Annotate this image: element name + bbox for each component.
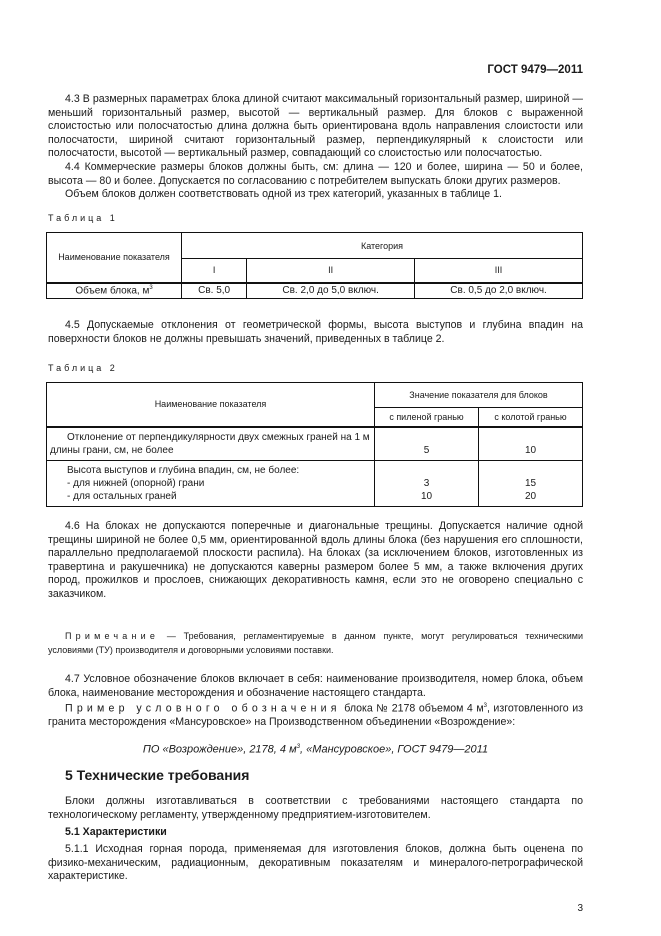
table-2-cell: 10 <box>479 427 583 461</box>
paragraph-4-6: 4.6 На блоках не допускаются поперечные и диагональные трещины. Допускается наличие одной трещины шириной не более 0,5 мм, ориентированной вдоль длины блока (без нарушения его сплошности, параллельно предполагаемой плоскости распила). На блоках (за исключением блоков, изготовленных из травертина и ракушечника) не допускаются каверны размером более 5 мм, а также включения других пород, прожилков и прослоев, снижающих декоративность камня, если это не оговорено специально с заказчиком. <box>48 520 583 600</box>
example-sup: 3 <box>483 703 487 709</box>
table-1-caption: Таблица 1 <box>48 213 118 223</box>
label-line: Отклонение от перпендикулярности двух смежных граней на 1 м <box>67 431 370 443</box>
paragraph-4-4: 4.4 Коммерческие размеры блоков должны быть, см: длина — 120 и более, ширина — 50 и более, высота — 80 и более. Допускается по согласованию с потребителем выпускать блоки других размеров. <box>48 161 583 187</box>
designation-sup: 3 <box>296 744 300 750</box>
example-text: блока № 2178 объемом 4 м <box>340 702 484 715</box>
value: 3 <box>423 477 430 489</box>
table-1-header-name: Наименование показателя <box>47 233 182 283</box>
row-label-text: Объем блока, м <box>75 285 150 297</box>
document-header: ГОСТ 9479—2011 <box>487 64 583 76</box>
paragraph-5-1-1: 5.1.1 Исходная горная порода, применяемая для изготовления блоков, должна быть оценена по физико-механическим, радиационным, декоративным показателям и минералого-петрографической характеристике. <box>48 843 583 883</box>
example-label: Пример условного обозначения <box>65 702 341 715</box>
table-2-cell: 5 <box>375 427 479 461</box>
table-2-cell <box>375 460 479 506</box>
table-1-cat: III <box>415 259 583 283</box>
example-text: , изготовленного из гранита месторождения «Мансуровское» на Производственном объединении «Возрождение»: <box>48 702 583 729</box>
table-2 <box>46 382 583 507</box>
paragraph-4-5: 4.5 Допускаемые отклонения от геометрической формы, высота выступов и глубина впадин на поверхности блоков не должны превышать значений, приведенных в таблице 2. <box>48 319 583 345</box>
table-2-row-1-label <box>47 427 375 461</box>
paragraph-4-4-volume: Объем блоков должен соответствовать одной из трех категорий, указанных в таблице 1. <box>65 188 502 200</box>
paragraph-5: Блоки должны изготавливаться в соответствии с требованиями настоящего стандарта по технологическому регламенту, утвержденному предприятием-изготовителем. <box>48 795 583 821</box>
table-2-sub-split: с колотой гранью <box>479 408 583 427</box>
table-1-row-label <box>47 283 182 299</box>
label-line: Высота выступов и глубина впадин, см, не более: <box>67 464 300 476</box>
table-1-header-category: Категория <box>182 233 583 259</box>
section-5-heading: 5 Технические требования <box>65 767 250 783</box>
label-line: длины грани, см, не более <box>50 444 174 456</box>
value: 10 <box>420 490 433 502</box>
label-line: - для остальных граней <box>67 490 177 502</box>
table-2-header-group: Значение показателя для блоков <box>375 383 583 408</box>
note-label: Примечание <box>65 631 160 641</box>
page-number: 3 <box>577 903 583 914</box>
table-1 <box>46 232 583 299</box>
row-label-sup: 3 <box>149 285 153 292</box>
table-1-cell: Св. 5,0 <box>182 283 247 299</box>
example <box>48 700 583 730</box>
section-5-1-heading: 5.1 Характеристики <box>65 826 167 838</box>
table-1-cat: I <box>182 259 247 283</box>
label-line: - для нижней (опорной) грани <box>67 477 205 489</box>
designation-example <box>48 741 583 757</box>
table-1-cat: II <box>247 259 415 283</box>
designation-text: , «Мансуровское», ГОСТ 9479—2011 <box>299 743 489 756</box>
table-1-cell: Св. 2,0 до 5,0 включ. <box>247 283 415 299</box>
paragraph-4-3: 4.3 В размерных параметрах блока длиной считают максимальный горизонтальный размер, шириной — меньший горизонтальный размер, высотой — вертикальный размер. Для блоков с выраженной слоистостью или полосчатостью длина должна быть ориентирована вдоль направления слоистости или полосчатости, шириной считают горизонтальный размер, перпендикулярный к слоистости или полосчатости, высотой — вертикальный размер, совпадающий со слоистостью или полосчатостью. <box>48 93 583 160</box>
paragraph-4-7: 4.7 Условное обозначение блоков включает в себя: наименование производителя, номер блока, объем блока, наименование месторождения и обозначение настоящего стандарта. <box>48 673 583 699</box>
table-1-cell: Св. 0,5 до 2,0 включ. <box>415 283 583 299</box>
table-2-row-2-label <box>47 460 375 506</box>
note-text: — Требования, регламентируемые в данном пункте, могут регулироваться техническими условиями (ТУ) производителя и договорными условиями поставки. <box>48 631 583 655</box>
table-2-sub-sawn: с пиленой гранью <box>375 408 479 427</box>
note <box>48 630 583 657</box>
value: 15 <box>524 477 537 489</box>
value: 20 <box>524 490 537 502</box>
table-2-header-name: Наименование показателя <box>47 383 375 427</box>
designation-text: ПО «Возрождение», 2178, 4 м <box>142 743 297 756</box>
table-2-cell <box>479 460 583 506</box>
table-2-caption: Таблица 2 <box>48 363 118 373</box>
